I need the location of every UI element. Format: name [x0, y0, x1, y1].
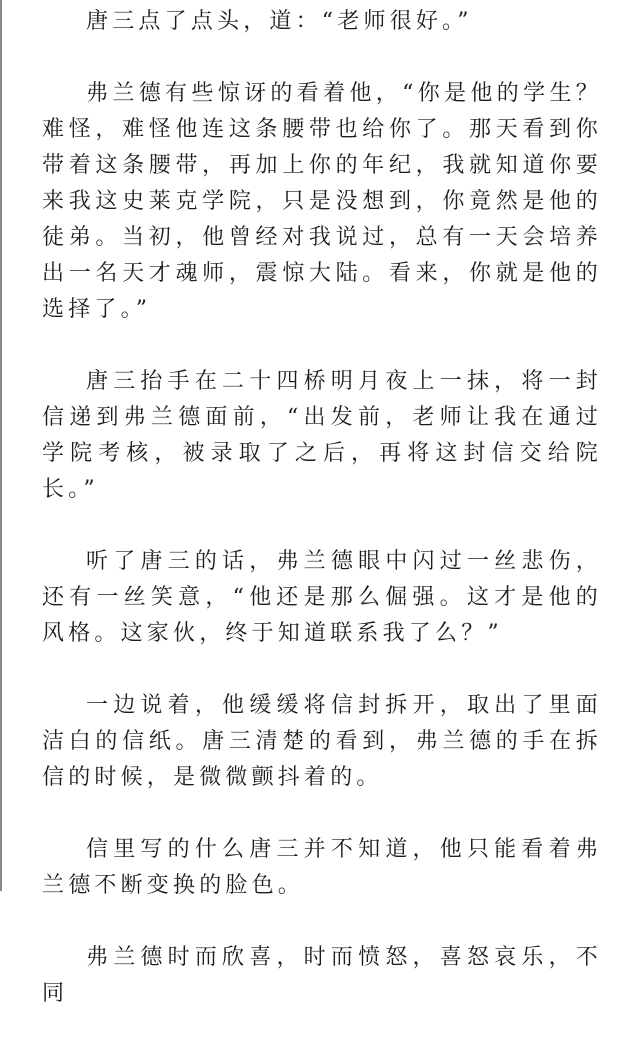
page-edge-rule [0, 0, 2, 891]
paragraph-4: 听了唐三的话，弗兰德眼中闪过一丝悲伤，还有一丝笑意，“他还是那么倔强。这才是他的风格。这家伙，终于知道联系我了么？” [42, 549, 602, 646]
paragraph-2: 弗兰德有些惊讶的看着他，“你是他的学生？难怪，难怪他连这条腰带也给你了。那天看到你带着这条腰带，再加上你的年纪，我就知道你要来我这史莱克学院，只是没想到，你竟然是他的徒弟。当初，他曾经对我说过，总有一天会培养出一名天才魂师，震惊大陆。看来，你就是他的选择了。” [42, 81, 602, 322]
paragraph-1: 唐三点了点头，道：“老师很好。” [86, 9, 473, 34]
article-body [42, 4, 602, 1048]
paragraph-7: 弗兰德时而欣喜，时而愤怒，喜怒哀乐，不同 [42, 945, 602, 1006]
paragraph-5: 一边说着，他缓缓将信封拆开，取出了里面洁白的信纸。唐三清楚的看到，弗兰德的手在拆信的时候，是微微颤抖着的。 [42, 693, 602, 790]
paragraph-3: 唐三抬手在二十四桥明月夜上一抹，将一封信递到弗兰德面前，“出发前，老师让我在通过学院考核，被录取了之后，再将这封信交给院长。” [42, 369, 602, 502]
paragraph-6: 信里写的什么唐三并不知道，他只能看着弗兰德不断变换的脸色。 [42, 837, 602, 898]
